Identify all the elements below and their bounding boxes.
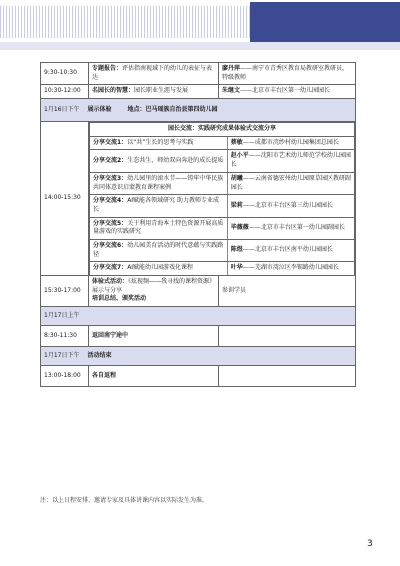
schedule-row [41,63,356,85]
time-cell: 9:30-10:30 [41,63,89,85]
schedule-row [41,85,356,99]
section-band [41,99,356,122]
section-band [41,347,356,366]
sharing-item: 分享交流4：AI赋能各领域研究 助力教师专业成长 梁莉——北京市丰台区第三幼儿园园长 [90,195,355,217]
group-row [41,122,356,276]
sharing-session [89,122,356,276]
schedule-row [41,366,356,387]
sharing-item: 分享交流6：幼儿园美育活动的时代意蕴与实践路径 陈煜——北京市丰台区南平幼儿园园长 [90,239,355,261]
time-cell: 13:00-18:00 [41,366,89,387]
sharing-table [89,122,355,275]
section-band-cell: 1月17日上午 [41,307,356,326]
session-title: 园长交流：实践研究成果体验式交流分享 [90,123,355,137]
activity-cell: 专题报告：评估指南视域下的幼儿的表征与表达 [89,63,219,85]
sharing-item: 分享交流2：生态共生，师幼双向奔赴的成长提质 赵小平——沈阳市艺术幼儿师范学校幼儿园园长 [90,150,355,172]
empty-cell [219,366,356,387]
sharing-item: 分享交流1：以“共”生长的思考与实践 蔡敏——成都市浣纱村幼儿园集团总园长 [90,136,355,150]
time-cell: 15:30-17:00 [41,276,89,307]
sharing-item: 分享交流3：幼儿园里的滚水节——铸牢中华民族共同体意识启蒙教育课程案例 胡曦——云南省德宏州幼儿园原草园区教研副园长 [90,172,355,194]
section-band-cell: 1月17日下午 活动结束 [41,347,356,366]
speaker-cell: 朱继文——北京市丰台区第一幼儿园园长 [219,85,356,99]
header-stripes [0,6,260,38]
activity-cell: 名园长的智慧：园长职业生涯与发展 [89,85,219,99]
header-dark-block [250,2,400,42]
activity-cell: 各自返程 [89,366,219,387]
speaker-cell: 参训学员 [219,276,356,307]
header-decoration [0,0,400,62]
schedule-row [41,276,356,307]
empty-cell [219,326,356,347]
sharing-item: 分享交流5：关于利用青海本土特色资源开展高质量游戏的实践研究 毕薇薇——北京市丰台区第一幼儿园副园长 [90,217,355,239]
header-light-strip [0,42,400,50]
schedule-table [40,62,356,387]
time-cell: 10:30-12:00 [41,85,89,99]
time-cell: 8:30-11:30 [41,326,89,347]
section-band-cell: 1月16日下午 展示体验 地点：巴马瑶族自治县第四幼儿园 [41,99,356,122]
sharing-item: 分享交流7：AI赋能幼儿园游戏化课程 叶华——芜湖市湾泣区李锡路幼儿园园长 [90,262,355,275]
activity-cell: 返回南宁途中 [89,326,219,347]
page-number: 3 [367,539,373,549]
section-band [41,307,356,326]
footnote: 注：以上日程安排、邀请专家及具体讲课内容以实际发生为准。 [40,497,209,504]
activity-cell: 体验式活动：《炫视频——我寻找的课程资源》展示与分享 培训总结、颁奖活动 [89,276,219,307]
speaker-cell: 廖丹萍——南宁市青秀区教育局教研室教研员，特级教师 [219,63,356,85]
schedule-row [41,326,356,347]
time-cell: 14:00-15:30 [41,122,89,276]
